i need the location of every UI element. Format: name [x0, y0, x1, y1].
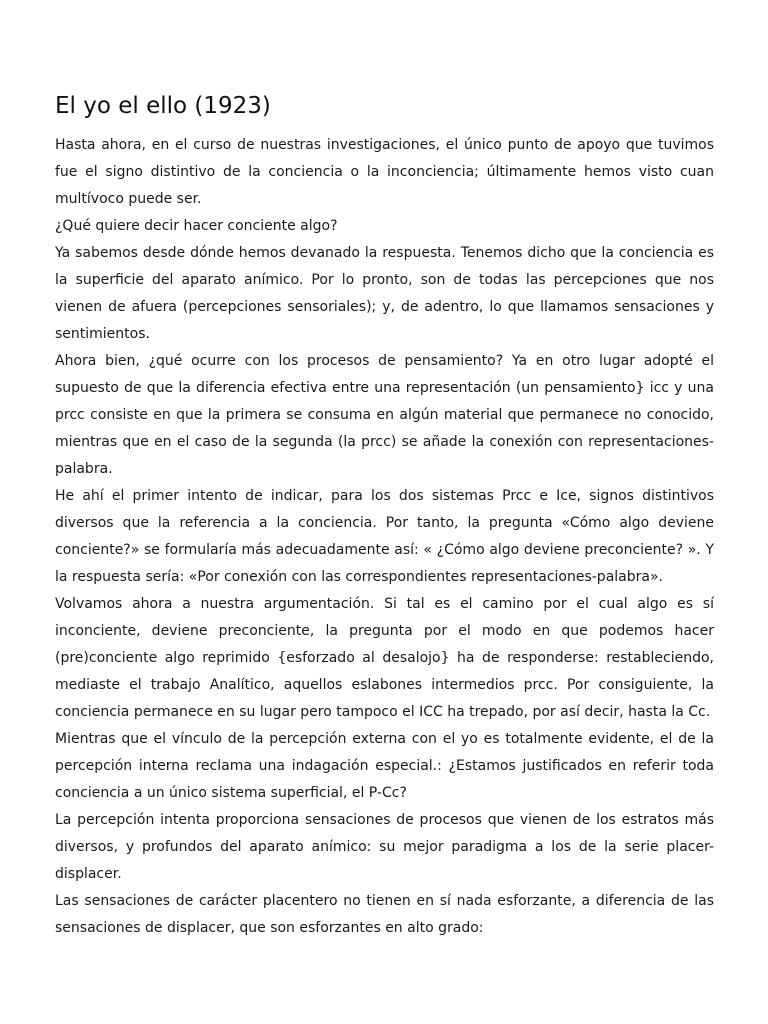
document-page — [55, 92, 714, 942]
paragraph: Mientras que el vínculo de la percepción externa con el yo es totalmente evidente, el de la percepción interna reclama una indagación especial.: ¿Estamos justificados en referir toda conciencia a un único sistema superficial, el P-Cc? — [55, 731, 714, 801]
paragraph: ¿Qué quiere decir hacer conciente algo? — [55, 218, 338, 234]
paragraph: Ya sabemos desde dónde hemos devanado la respuesta. Tenemos dicho que la conciencia es la superficie del aparato anímico. Por lo pronto, son de todas las percepciones que nos vienen de afuera (percepciones sensoriales); y, de adentro, lo que llamamos sensaciones y sentimientos. — [55, 245, 714, 342]
paragraph: Volvamos ahora a nuestra argumentación. Si tal es el camino por el cual algo es sí inconciente, deviene preconciente, la pregunta por el modo en que podemos hacer (pre)conciente algo reprimido {esforzado al desalojo} ha de responderse: restableciendo, mediaste el trabajo Analítico, aquellos eslabones intermedios prcc. Por consiguiente, la conciencia permanece en su lugar pero tampoco el ICC ha trepado, por así decir, hasta la Cc. — [55, 596, 714, 720]
paragraph: La percepción intenta proporciona sensaciones de procesos que vienen de los estratos más diversos, y profundos del aparato anímico: su mejor paradigma a los de la serie placer-displacer. — [55, 812, 714, 882]
paragraph: He ahí el primer intento de indicar, para los dos sistemas Prcc e Ice, signos distintivos diversos que la referencia a la conciencia. Por tanto, la pregunta «Cómo algo deviene conciente?» se formularía más adecuadamente así: « ¿Cómo algo deviene preconciente? ». Y la respuesta sería: «Por conexión con las correspondientes representaciones-palabra». — [55, 488, 714, 585]
document-title: El yo el ello (1923) — [55, 93, 271, 119]
paragraph: Hasta ahora, en el curso de nuestras investigaciones, el único punto de apoyo que tuvimos fue el signo distintivo de la conciencia o la inconciencia; últimamente hemos visto cuan multívoco puede ser. — [55, 137, 714, 207]
paragraph: Ahora bien, ¿qué ocurre con los procesos de pensamiento? Ya en otro lugar adopté el supuesto de que la diferencia efectiva entre una representación (un pensamiento} icc y una prcc consiste en que la primera se consuma en algún material que permanece no conocido, mientras que en el caso de la segunda (la prcc) se añade la conexión con representaciones-palabra. — [55, 353, 714, 477]
paragraph: Las sensaciones de carácter placentero no tienen en sí nada esforzante, a diferencia de las sensaciones de displacer, que son esforzantes en alto grado: — [55, 893, 714, 936]
document-body — [55, 132, 714, 942]
